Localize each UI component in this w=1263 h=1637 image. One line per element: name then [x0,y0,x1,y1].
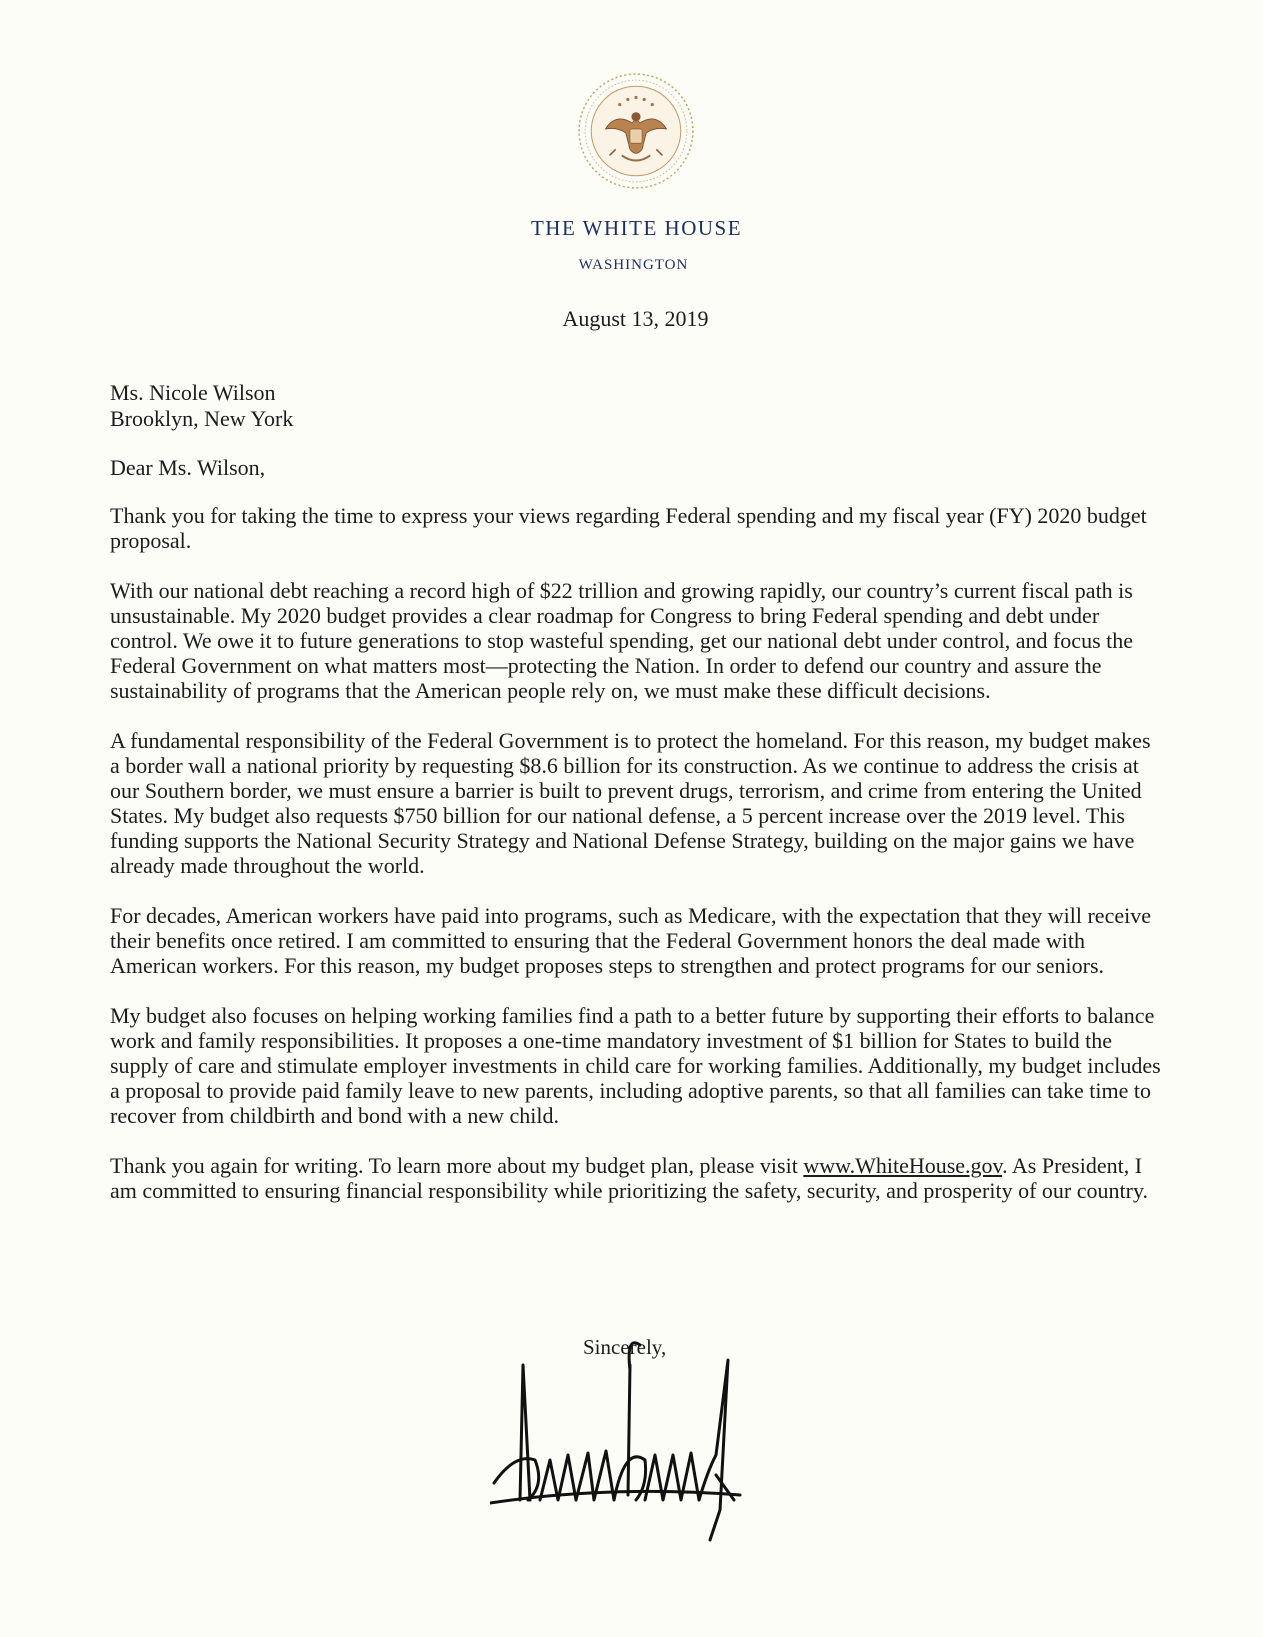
body-paragraph: Thank you for taking the time to express your views regarding Federal spending and my fiscal year (FY) 2020 budget proposal. [110,503,1147,553]
body-paragraph: With our national debt reaching a record high of $22 trillion and growing rapidly, our country’s current fiscal path is unsustainable. My 2020 budget provides a clear roadmap for Congress to bring Federal spending and debt under control. We owe it to future generations to stop wasteful spending, get our national debt under control, and focus the Federal Government on what matters most—protecting the Nation. In order to defend our country and assure the sustainability of programs that the American people rely on, we must make these difficult decisions. [110,578,1134,703]
recipient-location: Brooklyn, New York [110,406,294,431]
letterhead-title: THE WHITE HOUSE [530,216,743,240]
letter-date: August 13, 2019 [562,306,709,331]
whitehouse-link[interactable]: www.WhiteHouse.gov [803,1153,1003,1178]
letter-body [110,503,1165,1228]
final-text-after-link: . As President, I am committed to ensuring financial responsibility while prioritizing the safety, security, and prosperity of our country. [110,1153,1149,1203]
final-text-before-link: Thank you again for writing. To learn more about my budget plan, please visit [110,1153,804,1178]
handwritten-signature [490,1335,760,1545]
body-paragraph: My budget also focuses on helping working families find a path to a better future by supporting their efforts to balance work and family responsibilities. It proposes a one-time mandatory investment of $1 billion for States to build the supply of care and stimulate employer investments in child care for working families. Additionally, my budget includes a proposal to provide paid family leave to new parents, including adoptive parents, so that all families can take time to recover from childbirth and bond with a new child. [110,1003,1161,1128]
letterhead-subtitle: WASHINGTON [578,257,689,273]
salutation: Dear Ms. Wilson, [110,455,266,480]
body-paragraph: A fundamental responsibility of the Federal Government is to protect the homeland. For this reason, my budget makes a border wall a national priority by requesting $8.6 billion for its construction. As we continue to address the crisis at our Southern border, we must ensure a barrier is built to prevent drugs, terrorism, and crime from entering the United States. My budget also requests $750 billion for our national defense, a 5 percent increase over the 2019 level. This funding supports the National Security Strategy and National Defense Strategy, building on the major gains we have already made throughout the world. [110,728,1151,878]
recipient-address [110,380,293,432]
body-paragraph: For decades, American workers have paid into programs, such as Medicare, with the expectation that they will receive their benefits once retired. I am committed to ensuring that the Federal Government honors the deal made with American workers. For this reason, my budget proposes steps to strengthen and protect programs for our seniors. [110,903,1151,978]
closing: Sincerely, [583,1335,667,1359]
final-paragraph [110,1153,1165,1203]
presidential-seal-icon [575,70,697,192]
recipient-name: Ms. Nicole Wilson [110,380,276,405]
